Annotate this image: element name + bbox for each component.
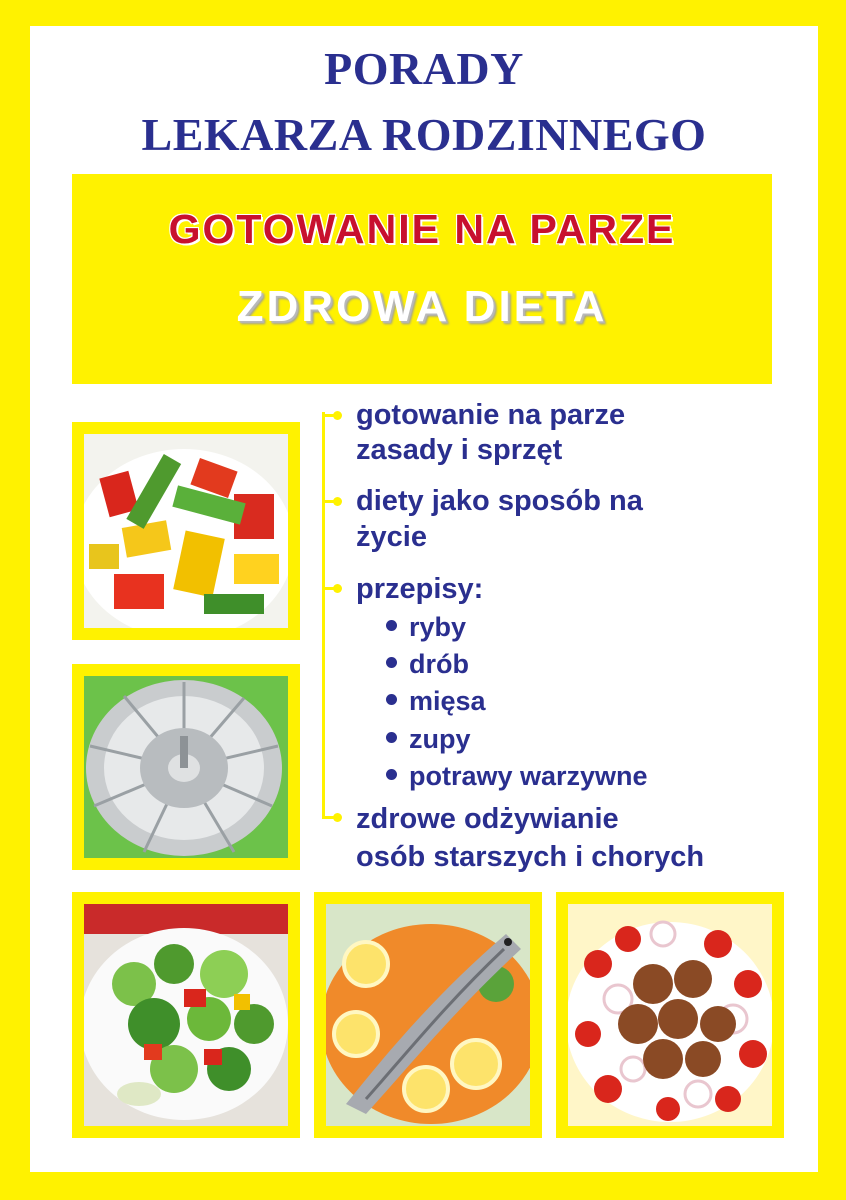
bullet-dot: [386, 657, 397, 668]
book-title: GOTOWANIE NA PARZE: [168, 206, 676, 252]
recipe-item: [386, 610, 466, 644]
recipe-item-label: drób: [409, 649, 469, 679]
contents-item-2-line1: diety jako sposób na: [356, 485, 643, 517]
recipe-item-label: potrawy warzywne: [409, 761, 648, 791]
recipe-item: [386, 759, 648, 793]
bullet-marker: [322, 414, 336, 417]
series-title-line1: PORADY: [324, 43, 524, 94]
recipe-item: [386, 647, 469, 681]
recipe-item-label: zupy: [409, 724, 471, 754]
bullet-marker: [322, 587, 336, 590]
bullet-dot: [386, 620, 397, 631]
book-subtitle: ZDROWA DIETA: [236, 282, 608, 331]
title-box: [72, 174, 772, 384]
recipe-item-label: mięsa: [409, 686, 486, 716]
bullet-dot: [386, 694, 397, 705]
contents-item-4-line1: zdrowe odżywianie: [356, 803, 619, 835]
bullet-marker: [322, 500, 336, 503]
photo-steamer-basket: [72, 664, 300, 870]
contents-item-3: przepisy:: [356, 573, 484, 605]
photo-salad: [72, 892, 300, 1138]
series-title-line2: LEKARZA RODZINNEGO: [141, 109, 707, 160]
bullet-marker: [322, 816, 336, 819]
photo-fish: [314, 892, 542, 1138]
bullet-dot: [386, 769, 397, 780]
recipe-item-label: ryby: [409, 612, 467, 642]
contents-bracket: [322, 412, 336, 818]
contents-item-1-line1: gotowanie na parze: [356, 399, 626, 431]
photo-peppers: [72, 422, 300, 640]
cover-page: [30, 26, 818, 1172]
bullet-dot: [386, 732, 397, 743]
contents-item-4-line2: osób starszych i chorych: [356, 841, 705, 873]
contents-item-1-line2: zasady i sprzęt: [356, 434, 563, 466]
contents-item-2-line2: życie: [356, 521, 427, 553]
recipe-item: [386, 684, 486, 718]
recipe-item: [386, 722, 471, 756]
photo-meatballs: [556, 892, 784, 1138]
